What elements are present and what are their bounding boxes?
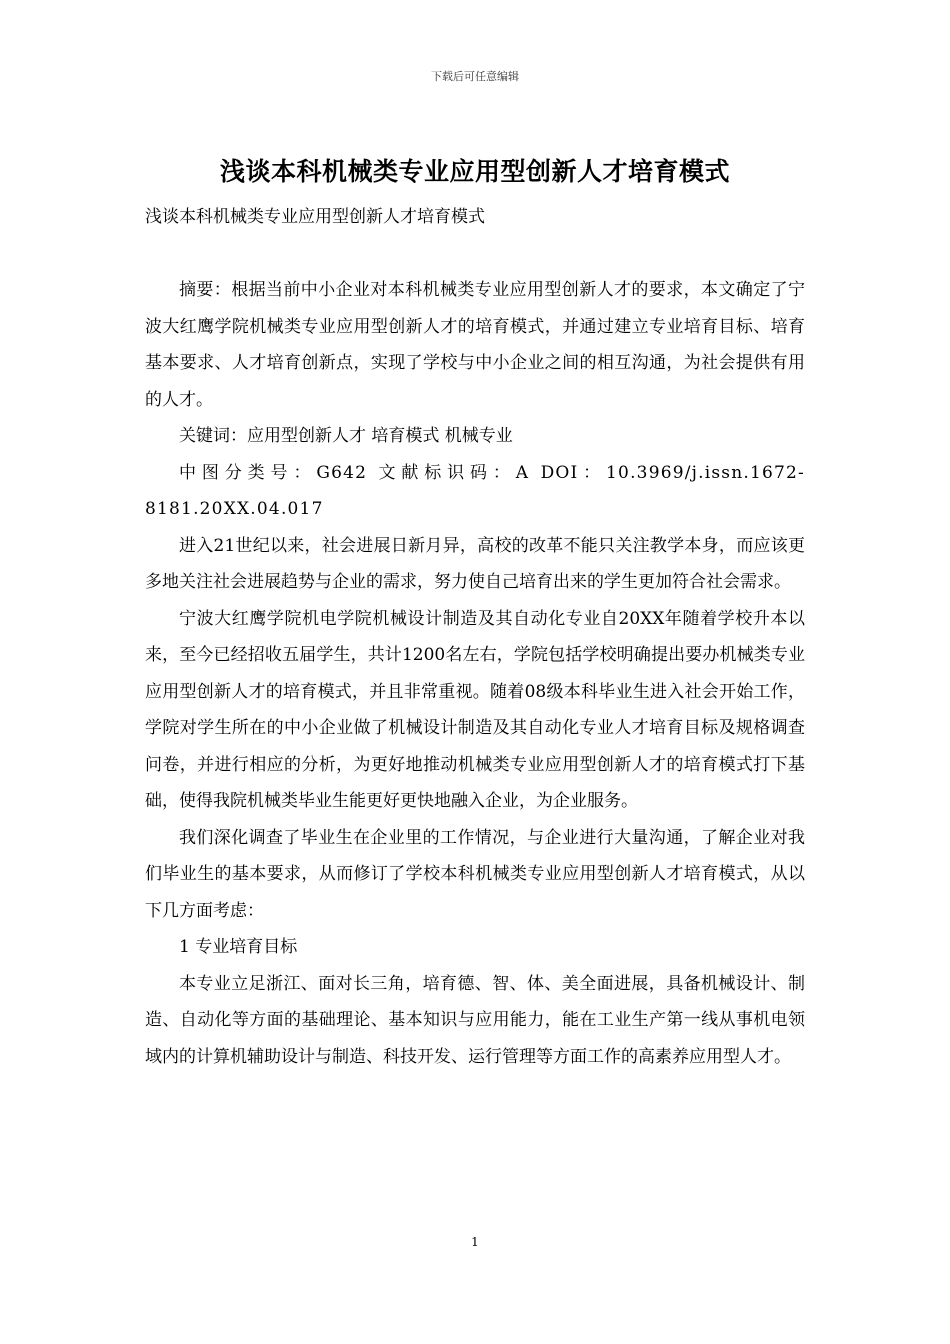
page-number: 1 (471, 1235, 479, 1249)
section-heading: 1 专业培育目标 (179, 937, 298, 957)
document-subtitle: 浅谈本科机械类专业应用型创新人才培育模式 (145, 207, 485, 227)
page-header-note: 下载后可任意编辑 (431, 70, 519, 83)
body-paragraph: 进入21世纪以来，社会进展日新月异，高校的改革不能只关注教学本身，而应该更多地关注社会进展趋势与企业的需求，努力使自己培育出来的学生更加符合社会需求。 (145, 535, 805, 592)
body-paragraph: 本专业立足浙江、面对长三角，培育德、智、体、美全面进展，具备机械设计、制造、自动化等方面的基础理论、基本知识与应用能力，能在工业生产第一线从事机电领域内的计算机辅助设计与制造、科技开发、运行管理等方面工作的高素养应用型人才。 (145, 973, 805, 1067)
document-body (145, 272, 805, 1075)
document-title: 浅谈本科机械类专业应用型创新人才培育模式 (219, 157, 730, 186)
body-paragraph: 我们深化调查了毕业生在企业里的工作情况，与企业进行大量沟通，了解企业对我们毕业生的基本要求，从而修订了学校本科机械类专业应用型创新人才培育模式，从以下几方面考虑： (145, 827, 805, 921)
body-paragraph: 宁波大红鹰学院机电学院机械设计制造及其自动化专业自20XX年随着学校升本以来，至今已经招收五届学生，共计1200名左右，学院包括学校明确提出要办机械类专业应用型创新人才的培育模式，并且非常重视。随着08级本科毕业生进入社会开始工作，学院对学生所在的中小企业做了机械设计制造及其自动化专业人才培育目标及规格调查问卷，并进行相应的分析，为更好地推动机械类专业应用型创新人才的培育模式打下基础，使得我院机械类毕业生能更好更快地融入企业，为企业服务。 (145, 608, 805, 811)
classification-paragraph: 中图分类号：G642 文献标识码：A DOI：10.3969/j.issn.1672-8181.20XX.04.017 (145, 462, 805, 519)
abstract-paragraph: 摘要：根据当前中小企业对本科机械类专业应用型创新人才的要求，本文确定了宁波大红鹰学院机械类专业应用型创新人才的培育模式，并通过建立专业培育目标、培育基本要求、人才培育创新点，实现了学校与中小企业之间的相互沟通，为社会提供有用的人才。 (145, 280, 805, 410)
keywords-paragraph: 关键词：应用型创新人才 培育模式 机械专业 (179, 426, 513, 446)
